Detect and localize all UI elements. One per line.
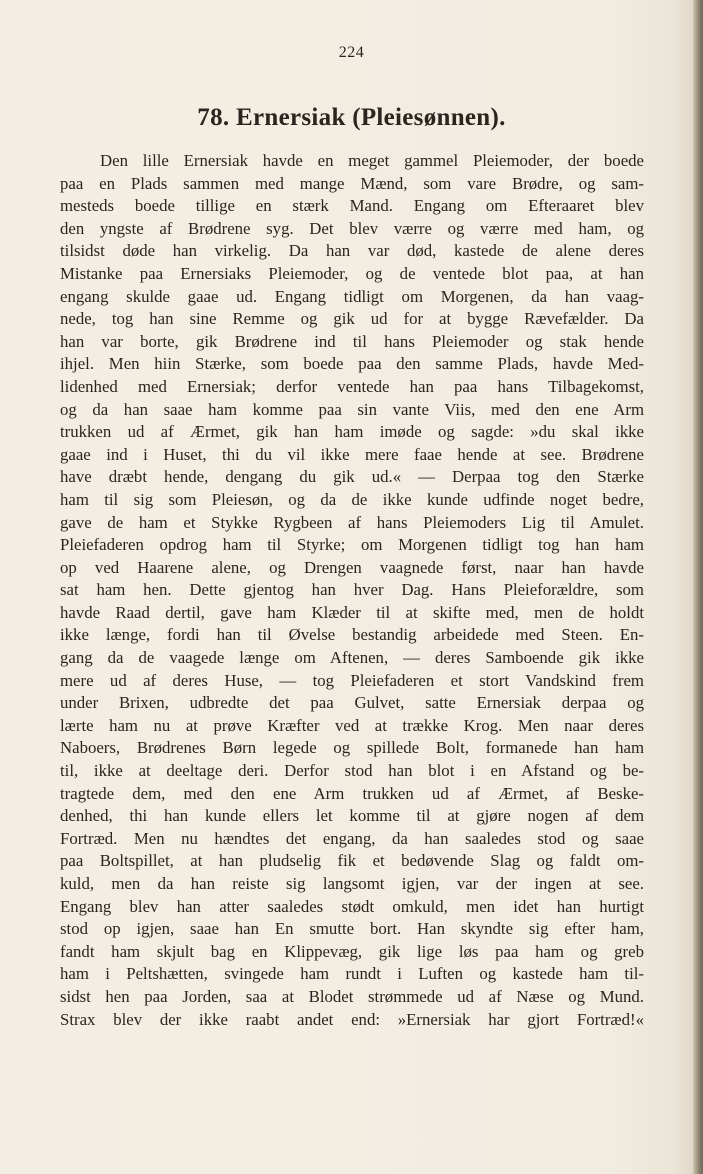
text-line: trukken ud af Ærmet, gik han ham imøde og sagde: »du skal ikke	[60, 422, 644, 442]
text-line: gaae ind i Huset, thi du vil ikke mere faae hende at see. Brødrene	[60, 444, 644, 464]
text-line: kuld, men da han reiste sig langsomt igjen, var der ingen at see.	[60, 874, 644, 893]
text-line: til, ikke at deeltage deri. Derfor stod han blot i en Afstand og be-	[60, 761, 644, 781]
text-line: mere ud af deres Huse, — tog Pleiefaderen et stort Vandskind frem	[60, 670, 644, 690]
text-line: lærte ham nu at prøve Kræfter ved at trække Krog. Men naar deres	[60, 715, 644, 735]
text-line: tragtede dem, med den ene Arm trukken ud af Ærmet, af Beske-	[60, 783, 644, 803]
text-line: den yngste af Brødrene syg. Det blev værre og værre med ham, og	[60, 218, 644, 238]
page-edge	[693, 0, 703, 1174]
text-line: sat ham hen. Dette gjentog han hver Dag. Hans Pleieforældre, som	[60, 580, 644, 600]
text-line: tilsidst døde han virkelig. Da han var død, kastede de alene deres	[60, 241, 644, 261]
text-line: Naboers, Brødrenes Børn legede og spillede Bolt, formanede han ham	[60, 738, 644, 758]
text-line: stod op igjen, saae han En smutte bort. Han skyndte sig efter ham,	[60, 919, 644, 939]
text-line: ikke længe, fordi han til Øvelse bestandig arbeidede med Steen. En-	[60, 625, 644, 645]
text-line: og da han saae ham komme paa sin vante Viis, med den ene Arm	[60, 399, 644, 419]
text-line: Mistanke paa Ernersiaks Pleiemoder, og de ventede blot paa, at han	[60, 263, 644, 283]
text-line: Strax blev der ikke raabt andet end: »Ernersiak har gjort Fortræd!«	[60, 1009, 644, 1029]
text-line: engang skulde gaae ud. Engang tidligt om Morgenen, da han vaag-	[60, 286, 644, 306]
text-line: mesteds boede tillige en stærk Mand. Engang om Efteraaret blev	[60, 196, 644, 216]
text-line: paa Boltspillet, at han pludselig fik et bedøvende Slag og faldt om-	[60, 851, 644, 871]
text-line: fandt ham skjult bag en Klippevæg, gik lige løs paa ham og greb	[60, 941, 644, 961]
text-line: under Brixen, udbredte det paa Gulvet, satte Ernersiak derpaa og	[60, 693, 644, 713]
text-line: Pleiefaderen opdrog ham til Styrke; om Morgenen tidligt tog han ham	[60, 535, 644, 555]
text-line: sidst hen paa Jorden, saa at Blodet strømmede ud af Næse og Mund.	[60, 986, 644, 1006]
text-line: op ved Haarene alene, og Drengen vaagnede først, naar han havde	[60, 557, 644, 577]
text-line: gave de ham et Stykke Rygbeen af hans Pleiemoders Lig til Amulet.	[60, 512, 644, 532]
text-line: have dræbt hende, dengang du gik ud.« — Derpaa tog den Stærke	[60, 467, 644, 487]
text-line: Den lille Ernersiak havde en meget gammel Pleiemoder, der boede	[100, 151, 644, 170]
text-line: nede, tog han sine Remme og gik ud for at bygge Rævefælder. Da	[60, 309, 644, 329]
text-line: Engang blev han atter saaledes stødt omkuld, men idet han hurtigt	[60, 896, 644, 916]
text-line: gang da de vaagede længe om Aftenen, — deres Samboende gik ikke	[60, 648, 644, 668]
text-line: Fortræd. Men nu hændtes det engang, da han saaledes stod og saae	[60, 828, 644, 848]
text-line: ham til sig som Pleiesøn, og da de ikke kunde udfinde noget bedre,	[60, 489, 644, 509]
page-number: 224	[338, 44, 365, 61]
text-line: lidenhed med Ernersiak; derfor ventede han paa hans Tilbagekomst,	[60, 376, 644, 396]
body-text	[60, 150, 644, 1031]
text-line: havde Raad dertil, gave ham Klæder til at skifte med, men de holdt	[60, 602, 644, 622]
text-line: paa en Plads sammen med mange Mænd, som vare Brødre, og sam-	[60, 173, 644, 193]
text-line: denhed, thi han kunde ellers let komme til at gjøre nogen af dem	[60, 806, 644, 826]
text-line: han var borte, gik Brødrene ind til hans Pleiemoder og stak hende	[60, 331, 644, 351]
chapter-title: 78. Ernersiak (Pleiesønnen).	[197, 104, 506, 131]
text-line: ihjel. Men hiin Stærke, som boede paa den samme Plads, havde Med-	[60, 354, 644, 374]
text-line: ham i Peltshætten, svingede ham rundt i Luften og kastede ham til-	[60, 964, 644, 984]
